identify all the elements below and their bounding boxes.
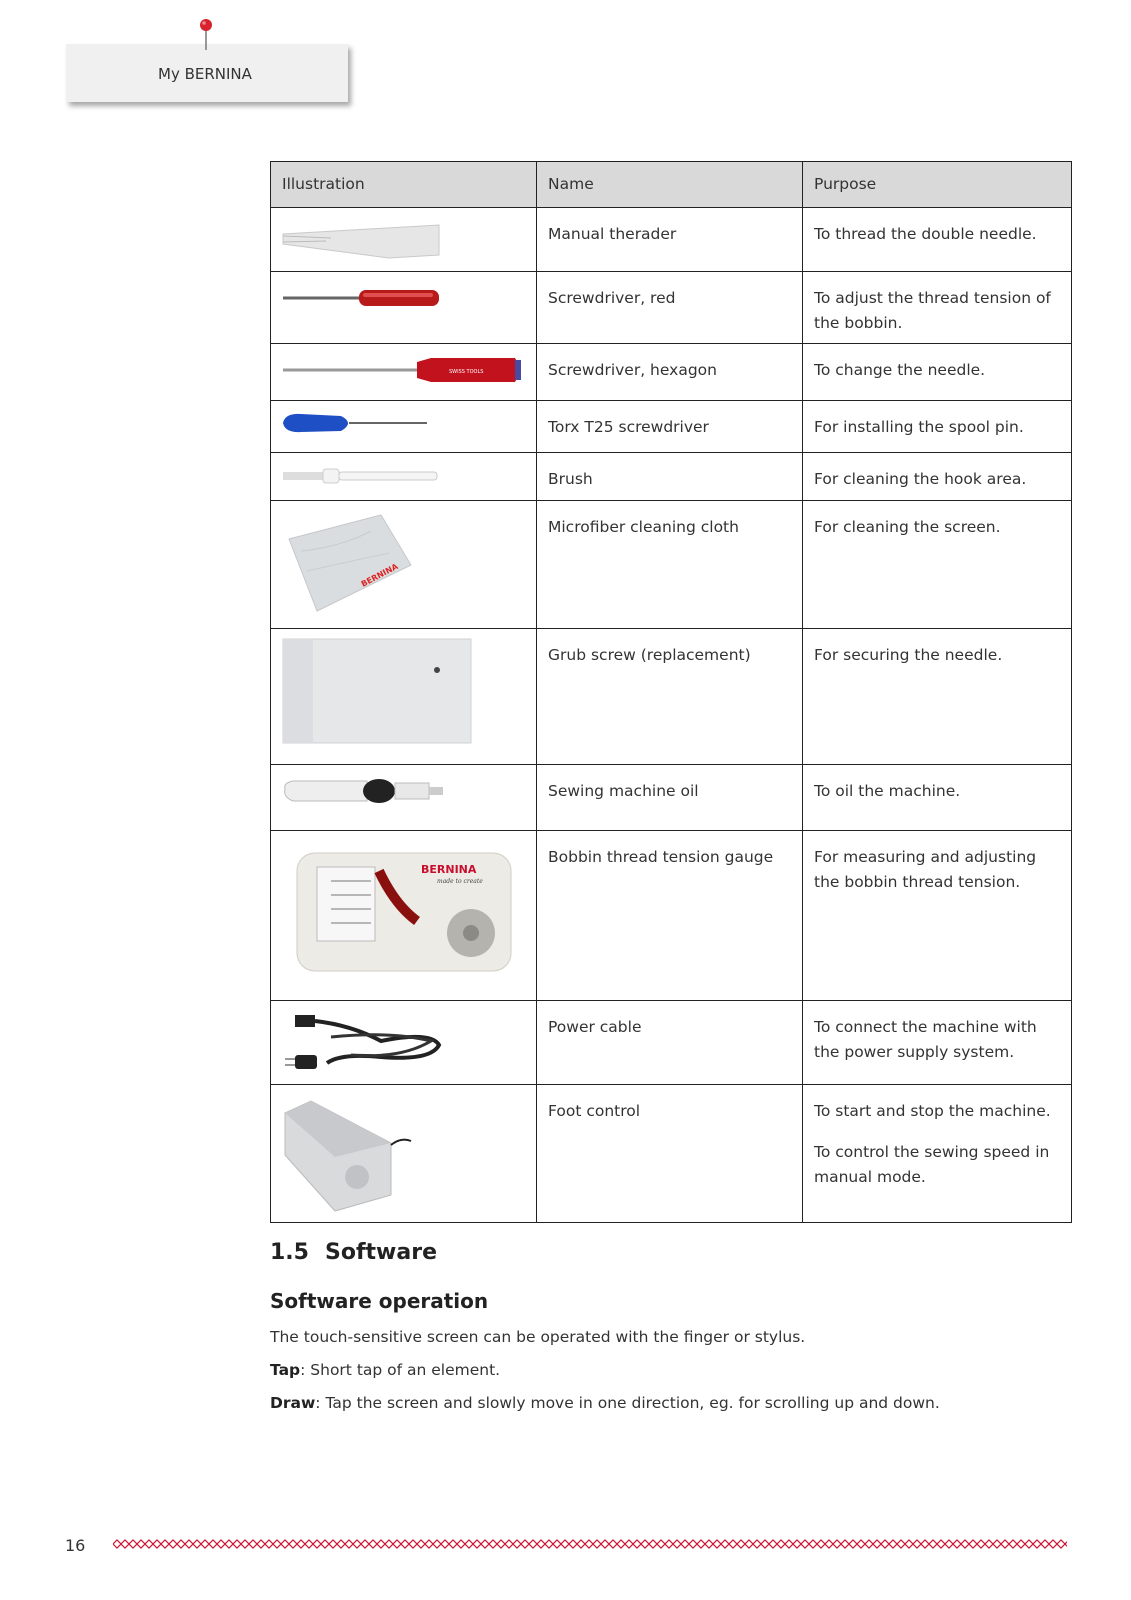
header-title: My BERNINA xyxy=(158,65,252,83)
item-purpose: For installing the spool pin. xyxy=(803,401,1072,453)
item-purpose xyxy=(803,1085,1072,1223)
item-purpose: To change the needle. xyxy=(803,344,1072,401)
illustration-cell xyxy=(271,501,537,629)
illustration-cell xyxy=(271,272,537,344)
item-purpose: For cleaning the hook area. xyxy=(803,453,1072,501)
table-header-row xyxy=(271,162,1072,208)
table-row xyxy=(271,344,1072,401)
section-heading xyxy=(270,1240,437,1265)
item-purpose: For measuring and adjusting the bobbin thread tension. xyxy=(803,831,1072,1001)
illustration-cell xyxy=(271,1085,537,1223)
cleaning-cloth-icon xyxy=(271,501,537,627)
tap-text: : Short tap of an element. xyxy=(300,1361,501,1379)
item-name: Foot control xyxy=(537,1085,803,1223)
table-row xyxy=(271,765,1072,831)
column-header-purpose: Purpose xyxy=(803,162,1072,208)
brush-icon xyxy=(271,453,537,499)
tap-term: Tap xyxy=(270,1361,301,1379)
illustration-cell xyxy=(271,765,537,831)
item-name: Microfiber cleaning cloth xyxy=(537,501,803,629)
table-row xyxy=(271,629,1072,765)
table-row xyxy=(271,831,1072,1001)
section-number: 1.5 xyxy=(270,1240,309,1265)
purpose-line: To start and stop the machine. xyxy=(814,1102,1051,1120)
item-name: Bobbin thread tension gauge xyxy=(537,831,803,1001)
draw-text: : Tap the screen and slowly move in one direction, eg. for scrolling up and down. xyxy=(315,1394,940,1412)
subsection-heading: Software operation xyxy=(270,1289,489,1313)
item-name: Brush xyxy=(537,453,803,501)
table-row xyxy=(271,272,1072,344)
hexagon-screwdriver-icon xyxy=(271,344,537,399)
item-name: Screwdriver, red xyxy=(537,272,803,344)
item-name: Grub screw (replacement) xyxy=(537,629,803,765)
grub-screw-bag-icon xyxy=(271,629,537,763)
illustration-cell xyxy=(271,831,537,1001)
illustration-cell xyxy=(271,344,537,401)
item-purpose: To oil the machine. xyxy=(803,765,1072,831)
red-screwdriver-icon xyxy=(271,272,537,342)
page-number: 16 xyxy=(65,1536,86,1555)
illustration-cell xyxy=(271,208,537,272)
draw-paragraph xyxy=(270,1394,940,1412)
decorative-stitch-line xyxy=(113,1537,1067,1551)
column-header-illustration: Illustration xyxy=(271,162,537,208)
header-tab xyxy=(66,44,348,102)
torx-screwdriver-icon xyxy=(271,401,537,451)
illustration-cell xyxy=(271,629,537,765)
tap-paragraph xyxy=(270,1361,500,1379)
section-title: Software xyxy=(325,1240,437,1265)
draw-term: Draw xyxy=(270,1394,316,1412)
item-name: Power cable xyxy=(537,1001,803,1085)
power-cable-icon xyxy=(271,1001,537,1083)
table-row xyxy=(271,401,1072,453)
illustration-cell xyxy=(271,1001,537,1085)
swiss-tools-label: SWISS TOOLS xyxy=(449,369,484,375)
oil-pen-icon xyxy=(271,765,537,829)
tension-gauge-icon xyxy=(271,831,537,999)
table-row xyxy=(271,453,1072,501)
item-purpose: To connect the machine with the power supply system. xyxy=(803,1001,1072,1085)
illustration-cell xyxy=(271,401,537,453)
foot-control-icon xyxy=(271,1085,537,1221)
cloth-brand-label: BERNINA xyxy=(359,561,400,589)
column-header-name: Name xyxy=(537,162,803,208)
illustration-cell xyxy=(271,453,537,501)
gauge-brand-label: BERNINA xyxy=(421,863,477,876)
item-name: Torx T25 screwdriver xyxy=(537,401,803,453)
table-row xyxy=(271,1001,1072,1085)
item-purpose: For securing the needle. xyxy=(803,629,1072,765)
item-name: Sewing machine oil xyxy=(537,765,803,831)
pin-icon xyxy=(196,18,216,52)
table-row xyxy=(271,501,1072,629)
item-name: Manual therader xyxy=(537,208,803,272)
gauge-tagline: made to create xyxy=(437,878,483,885)
item-purpose: For cleaning the screen. xyxy=(803,501,1072,629)
table-row xyxy=(271,208,1072,272)
item-name: Screwdriver, hexagon xyxy=(537,344,803,401)
accessories-table xyxy=(270,161,1072,1223)
item-purpose: To adjust the thread tension of the bobbin. xyxy=(803,272,1072,344)
item-purpose: To thread the double needle. xyxy=(803,208,1072,272)
intro-paragraph: The touch-sensitive screen can be operated with the finger or stylus. xyxy=(270,1328,806,1346)
purpose-line: To control the sewing speed in manual mode. xyxy=(814,1143,1050,1186)
manual-threader-icon xyxy=(271,208,537,270)
table-row xyxy=(271,1085,1072,1223)
